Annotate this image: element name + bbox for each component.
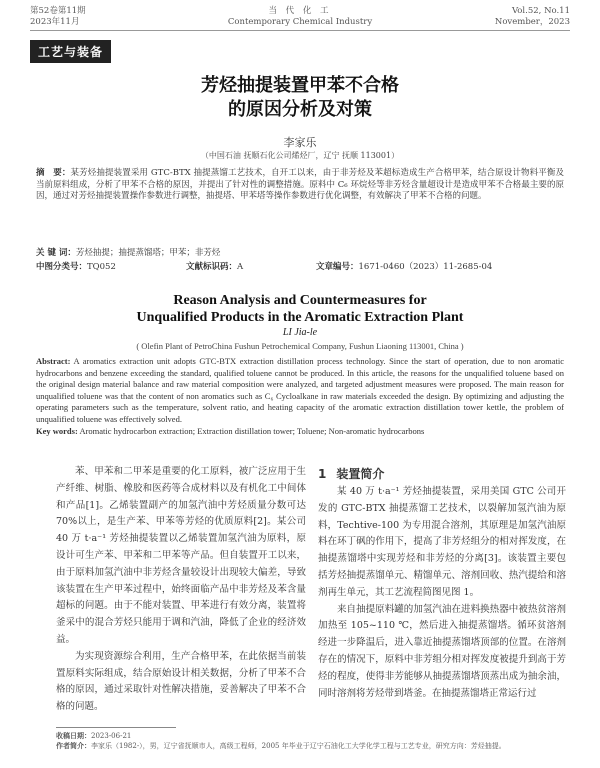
body-paragraph: 某 40 万 t·a⁻¹ 芳烃抽提装置，采用美国 GTC 公司开发的 GTC-BTX 抽提蒸馏工艺技术，以裂解加氢汽油为原料，Techtive-100 为专用混合溶剂，其原理是加氢汽油原料在环丁砜的作用下，提高了非芳烃组分的相对挥发度，在抽提蒸馏塔中实现芳烃和非芳烃的分离[3]。该装置主要包括芳烃抽提蒸馏单元、精馏单元、溶剂回收、热汽提给和溶剂再生单元，其工艺流程简图见图 1。	[318, 486, 566, 598]
keywords-cn	[36, 246, 564, 258]
header-journal	[30, 6, 570, 28]
keywords-en-text: Aromatic hydrocarbon extraction; Extraction distillation tower; Toluene; Non-aromatic hydrocarbons	[79, 425, 425, 436]
journal-name-en: Contemporary Chemical Industry	[227, 17, 373, 27]
clc-label: 中图分类号：	[36, 262, 88, 272]
author-bio	[56, 741, 564, 751]
doc-code-field	[186, 260, 316, 272]
abstract-label: 摘 要：	[36, 168, 71, 178]
keywords-label: 关 键 词：	[36, 248, 76, 258]
abstract-en-body	[36, 356, 564, 426]
author-name: 李家乐	[283, 136, 317, 149]
body-column-right	[318, 464, 566, 702]
article-number-label: 文章编号：	[316, 262, 359, 272]
english-title-line-2: Unqualified Products in the Aromatic Extraction Plant	[136, 310, 464, 325]
abstract-text: 某芳烃抽提装置采用 GTC-BTX 抽提蒸馏工艺技术，自开工以来，由于非芳烃及苯超标造成生产合格甲苯，结合原设计物料平衡及当前原料组成，分析了甲苯不合格的原因，并提出了针对性的调整措施。原料中 C₆ 环烷烃等非芳烃含量超设计是造成甲苯不合格最主要的原因，通过对芳烃抽提装置操作参数进行调整，抽提塔、甲苯塔等操作参数进行优化调整，有效解决了甲苯不合格的问题。	[36, 168, 564, 202]
doc-code-label: 文献标识码：	[186, 262, 238, 272]
body-column-left	[56, 464, 306, 716]
footnote	[56, 731, 564, 751]
received-value: 2023-06-21	[91, 732, 132, 740]
english-title	[0, 292, 600, 326]
received-label: 收稿日期：	[56, 732, 91, 740]
author-bio-label: 作者简介：	[56, 742, 91, 750]
body-paragraph: 苯、甲苯和二甲苯是重要的化工原料，被广泛应用于生产纤维、树脂、橡胶和医药等合成材料以及有机化工中间体和产品[1]。乙烯装置副产的加氢汽油中芳烃质量分数可达 70%以上，是生产苯、甲苯等芳烃的优质原料[2]。某公司 40 万 t·a⁻¹ 芳烃抽提装置以乙烯装置加氢汽油为原料，原设计可生产苯、甲苯和二甲苯等产品。但自装置开工以来，由于原料加氢汽油中非芳烃含量较设计出现较大偏差，导致该装置在生产甲苯过程中，始终面临产品中非芳烃及苯含量超标的问题。由于不能对装置、甲苯进行有效分离，装置将釜采中的混合芳烃只能用于调和汽油，降低了企业的经济效益。	[56, 466, 306, 645]
author-affiliation: （中国石油 抚顺石化公司烯烃厂，辽宁 抚顺 113001）	[200, 151, 400, 160]
received-date	[56, 731, 564, 741]
clc-field	[36, 260, 186, 272]
english-author: LI Jia-le	[282, 327, 318, 338]
author-bio-text: 李家乐（1982-），男，辽宁省抚顺市人，高级工程师，2005 年毕业于辽宁石油化工大学化学工程与工艺专业，研究方向：芳烃抽提。	[91, 742, 506, 750]
doc-code-value: A	[237, 262, 244, 272]
header-rule	[30, 30, 570, 31]
classification-row	[36, 260, 564, 272]
english-title-line-1: Reason Analysis and Countermeasures for	[173, 293, 427, 308]
body-paragraph: 为实现资源综合利用，生产合格甲苯，在此依据当前装置原料实际组成，结合原始设计相关数据，分析了甲苯不合格的原因，通过采取针对性解决措施，妥善解决了甲苯不合格的问题。	[56, 650, 306, 713]
clc-value: TQ052	[87, 262, 116, 272]
body-paragraph: 来自抽提原料罐的加氢汽油在进料换热器中被热贫溶剂加热至 105~110 ℃，然后进入抽提蒸馏塔。循环贫溶剂经进一步降温后，进入靠近抽提蒸馏塔顶部的位置。在溶剂存在的情况下，原料中非芳组分相对挥发度被提升到高于芳烃的程度，使得非芳能够从抽提蒸馏塔顶蒸出成为抽余油，同时溶剂将芳烃带到塔釜。在抽提蒸馏塔正常运行过	[318, 603, 566, 699]
article-number-value: 1671-0460（2023）11-2685-04	[358, 262, 493, 272]
header-volume-en	[495, 6, 570, 28]
title-line-1: 芳烃抽提装置甲苯不合格	[201, 75, 399, 96]
header-volume-issue: 第52卷第11期	[30, 6, 86, 16]
section-heading	[318, 464, 566, 484]
keywords-en	[36, 426, 564, 438]
section-number: 1	[318, 467, 327, 481]
abstract-cn	[36, 168, 564, 203]
article-title	[0, 74, 600, 122]
header-date: 2023年11月	[30, 17, 80, 27]
footnote-rule	[56, 727, 176, 728]
keywords-text: 芳烃抽提；抽提蒸馏塔；甲苯；非芳烃	[75, 248, 221, 258]
section-tag: 工艺与装备	[30, 40, 111, 63]
section-title: 装置简介	[336, 467, 385, 481]
abstract-en	[36, 356, 564, 437]
running-header	[30, 6, 570, 30]
english-affiliation: ( Olefin Plant of PetroChina Fushun Petrochemical Company, Fushun Liaoning 113001, China )	[136, 341, 464, 351]
article-number-field	[316, 260, 492, 272]
header-volume-issue-en: Vol.52, No.11	[511, 6, 570, 16]
keywords-en-label: Key words:	[36, 425, 78, 436]
title-line-2: 的原因分析及对策	[228, 99, 372, 120]
abstract-en-label: Abstract:	[36, 356, 71, 366]
abstract-en-text: A aromatics extraction unit adopts GTC-BTX extraction distillation process technology. Since the start of operation, due to non aromatic hydrocarbons and benzene exceeding the standard, qualified toluene cannot be produced. In this article, the reasons for the unqualified toluene based on the original design material balance and raw material composition were analyzed, and targeted adjustment measures were proposed. The main reason for unqualified toluene was that the content of non aromatics such as C₆ Cycloalkane in raw materials exceeded the design. By optimizing and adjusting the operating parameters such as the temperature, solvent ratio, and heating capacity of the aromatic extraction distillation tower kettle, the problem of unqualified toluene was effectively solved.	[36, 356, 564, 424]
journal-name-cn: 当 代 化 工	[268, 6, 332, 16]
header-date-en: November，2023	[494, 17, 570, 27]
